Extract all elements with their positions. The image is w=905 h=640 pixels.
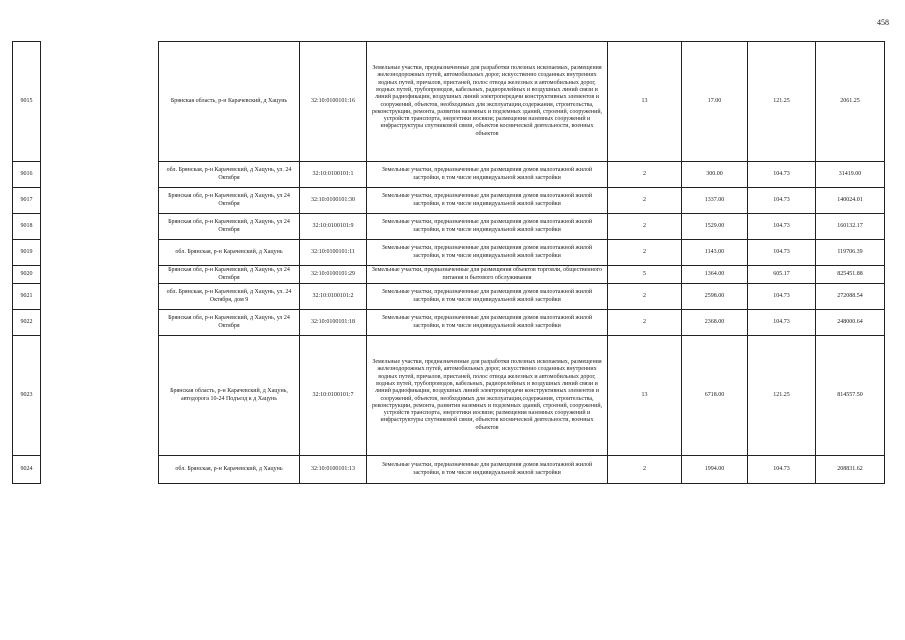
specific-value-cell: 104.73: [748, 162, 816, 188]
land-use-description-cell: Земельные участки, предназначенные для разработки полезных ископаемых, размещения железнодорожных путей, автомобильных дорог, искусственно созданных внутренних водных путей, причалов, пристаней, полос отвода железных и автомобильных дорог, водных путей, трубопроводов, кабельных, радиорелейных и воздушных линий связи и линий радиофикации, воздушных линий электропередачи конструктивных элементов и сооружений, объектов, необходимых для эксплуатации,содержания, строительства, реконструкции, ремонта, развития наземных и подземных зданий, строений, сооружений, устройств транспорта, энергетики иосвязи; размещения наземных сооружений и инфраструктуры спутниковой связи, объектов космической деятельности, военных объектов: [367, 42, 608, 162]
specific-value-cell: 104.73: [748, 456, 816, 484]
cadastral-number-cell: 32:10:0100101:11: [300, 240, 367, 266]
cadastral-value-cell: 140024.01: [816, 188, 885, 214]
spacer-cell: [41, 214, 159, 240]
specific-value-cell: 104.73: [748, 188, 816, 214]
area-cell: 2368.00: [682, 310, 748, 336]
use-group-code-cell: 2: [608, 162, 682, 188]
spacer-cell: [41, 42, 159, 162]
cadastral-value-table: [12, 41, 885, 484]
address-cell: Брянская область, р-н Карачевский, д Хацунь, автодорога 10-24 Подъезд к д Хацунь: [159, 336, 300, 456]
row-number-cell: 9023: [13, 336, 41, 456]
row-number-cell: 9024: [13, 456, 41, 484]
cadastral-number-cell: 32:10:0100101:2: [300, 284, 367, 310]
cadastral-value-cell: 208831.62: [816, 456, 885, 484]
row-number-cell: 9020: [13, 266, 41, 284]
cadastral-number-cell: 32:10:0100101:13: [300, 456, 367, 484]
table-row: [13, 310, 885, 336]
address-cell: Брянская обл, р-н Карачевский, д Хацунь, ул 24 Октября: [159, 188, 300, 214]
row-number-cell: 9016: [13, 162, 41, 188]
cadastral-number-cell: 32:10:0100101:18: [300, 310, 367, 336]
area-cell: 1994.00: [682, 456, 748, 484]
use-group-code-cell: 2: [608, 240, 682, 266]
cadastral-value-cell: 119706.39: [816, 240, 885, 266]
area-cell: 300.00: [682, 162, 748, 188]
specific-value-cell: 104.73: [748, 284, 816, 310]
land-use-description-cell: Земельные участки, предназначенные для размещения домов малоэтажной жилой застройки, в том числе индивидуальной жилой застройки: [367, 456, 608, 484]
table-row: [13, 42, 885, 162]
row-number-cell: 9017: [13, 188, 41, 214]
land-use-description-cell: Земельные участки, предназначенные для размещения домов малоэтажной жилой застройки, в том числе индивидуальной жилой застройки: [367, 240, 608, 266]
address-cell: Брянская обл, р-н Карачевский, д Хацунь, ул 24 Октября: [159, 310, 300, 336]
table-row: [13, 336, 885, 456]
cadastral-number-cell: 32:10:0100101:1: [300, 162, 367, 188]
cadastral-value-cell: 248000.64: [816, 310, 885, 336]
area-cell: 1529.00: [682, 214, 748, 240]
row-number-cell: 9019: [13, 240, 41, 266]
spacer-cell: [41, 240, 159, 266]
use-group-code-cell: 2: [608, 214, 682, 240]
row-number-cell: 9018: [13, 214, 41, 240]
specific-value-cell: 121.25: [748, 336, 816, 456]
address-cell: обл. Брянская, р-н Карачевский, д Хацунь, ул. 24 Октября, дом 9: [159, 284, 300, 310]
table-row: [13, 188, 885, 214]
area-cell: 1337.00: [682, 188, 748, 214]
specific-value-cell: 104.73: [748, 214, 816, 240]
address-cell: обл. Брянская, р-н Карачевский, д Хацунь: [159, 240, 300, 266]
use-group-code-cell: 2: [608, 456, 682, 484]
table-row: [13, 284, 885, 310]
cadastral-value-cell: 825451.88: [816, 266, 885, 284]
land-use-description-cell: Земельные участки, предназначенные для размещения домов малоэтажной жилой застройки, в том числе индивидуальной жилой застройки: [367, 214, 608, 240]
cadastral-number-cell: 32:10:0100101:30: [300, 188, 367, 214]
spacer-cell: [41, 284, 159, 310]
land-use-description-cell: Земельные участки, предназначенные для разработки полезных ископаемых, размещения железнодорожных путей, автомобильных дорог, искусственно созданных внутренних водных путей, причалов, пристаней, полос отвода железных и автомобильных дорог, водных путей, трубопроводов, кабельных, радиорелейных и воздушных линий связи и линий радиофикации, воздушных линий электропередачи конструктивных элементов и сооружений, объектов, необходимых для эксплуатации,содержания, строительства, реконструкции, ремонта, развития наземных и подземных зданий, строений, сооружений, устройств транспорта, энергетики иосвязи; размещения наземных сооружений и инфраструктуры спутниковой связи, объектов космической деятельности, военных объектов: [367, 336, 608, 456]
cadastral-number-cell: 32:10:0100101:9: [300, 214, 367, 240]
row-number-cell: 9021: [13, 284, 41, 310]
table-row: [13, 266, 885, 284]
table-row: [13, 162, 885, 188]
area-cell: 17.00: [682, 42, 748, 162]
page-number: 458: [877, 18, 889, 27]
specific-value-cell: 104.73: [748, 240, 816, 266]
land-use-description-cell: Земельные участки, предназначенные для размещения домов малоэтажной жилой застройки, в том числе индивидуальной жилой застройки: [367, 284, 608, 310]
row-number-cell: 9022: [13, 310, 41, 336]
use-group-code-cell: 2: [608, 284, 682, 310]
table-row: [13, 240, 885, 266]
cadastral-value-cell: 2061.25: [816, 42, 885, 162]
cadastral-value-cell: 272088.54: [816, 284, 885, 310]
spacer-cell: [41, 188, 159, 214]
use-group-code-cell: 13: [608, 42, 682, 162]
land-use-description-cell: Земельные участки, предназначенные для размещения домов малоэтажной жилой застройки, в том числе индивидуальной жилой застройки: [367, 310, 608, 336]
use-group-code-cell: 13: [608, 336, 682, 456]
table-row: [13, 214, 885, 240]
cadastral-number-cell: 32:10:0100101:16: [300, 42, 367, 162]
address-cell: обл. Брянская, р-н Карачевский, д Хацунь, ул. 24 Октября: [159, 162, 300, 188]
cadastral-value-cell: 160132.17: [816, 214, 885, 240]
land-use-description-cell: Земельные участки, предназначенные для размещения домов малоэтажной жилой застройки, в том числе индивидуальной жилой застройки: [367, 162, 608, 188]
cadastral-number-cell: 32:10:0100101:29: [300, 266, 367, 284]
use-group-code-cell: 5: [608, 266, 682, 284]
address-cell: Брянская обл, р-н Карачевский, д Хацунь, ул 24 Октября: [159, 214, 300, 240]
specific-value-cell: 605.17: [748, 266, 816, 284]
cadastral-number-cell: 32:10:0100101:7: [300, 336, 367, 456]
land-use-description-cell: Земельные участки, предназначенные для размещения объектов торговли, общественного питания и бытового обслуживания: [367, 266, 608, 284]
area-cell: 6718.00: [682, 336, 748, 456]
area-cell: 1364.00: [682, 266, 748, 284]
use-group-code-cell: 2: [608, 188, 682, 214]
land-use-description-cell: Земельные участки, предназначенные для размещения домов малоэтажной жилой застройки, в том числе индивидуальной жилой застройки: [367, 188, 608, 214]
table-row: [13, 456, 885, 484]
row-number-cell: 9015: [13, 42, 41, 162]
spacer-cell: [41, 162, 159, 188]
area-cell: 2598.00: [682, 284, 748, 310]
spacer-cell: [41, 310, 159, 336]
address-cell: обл. Брянская, р-н Карачевский, д Хацунь: [159, 456, 300, 484]
spacer-cell: [41, 456, 159, 484]
address-cell: Брянская область, р-н Карачевский, д Хацунь: [159, 42, 300, 162]
area-cell: 1143.00: [682, 240, 748, 266]
use-group-code-cell: 2: [608, 310, 682, 336]
cadastral-value-cell: 31419.00: [816, 162, 885, 188]
specific-value-cell: 104.73: [748, 310, 816, 336]
spacer-cell: [41, 266, 159, 284]
address-cell: Брянская обл, р-н Карачевский, д Хацунь, ул 24 Октября: [159, 266, 300, 284]
specific-value-cell: 121.25: [748, 42, 816, 162]
spacer-cell: [41, 336, 159, 456]
cadastral-value-cell: 814557.50: [816, 336, 885, 456]
